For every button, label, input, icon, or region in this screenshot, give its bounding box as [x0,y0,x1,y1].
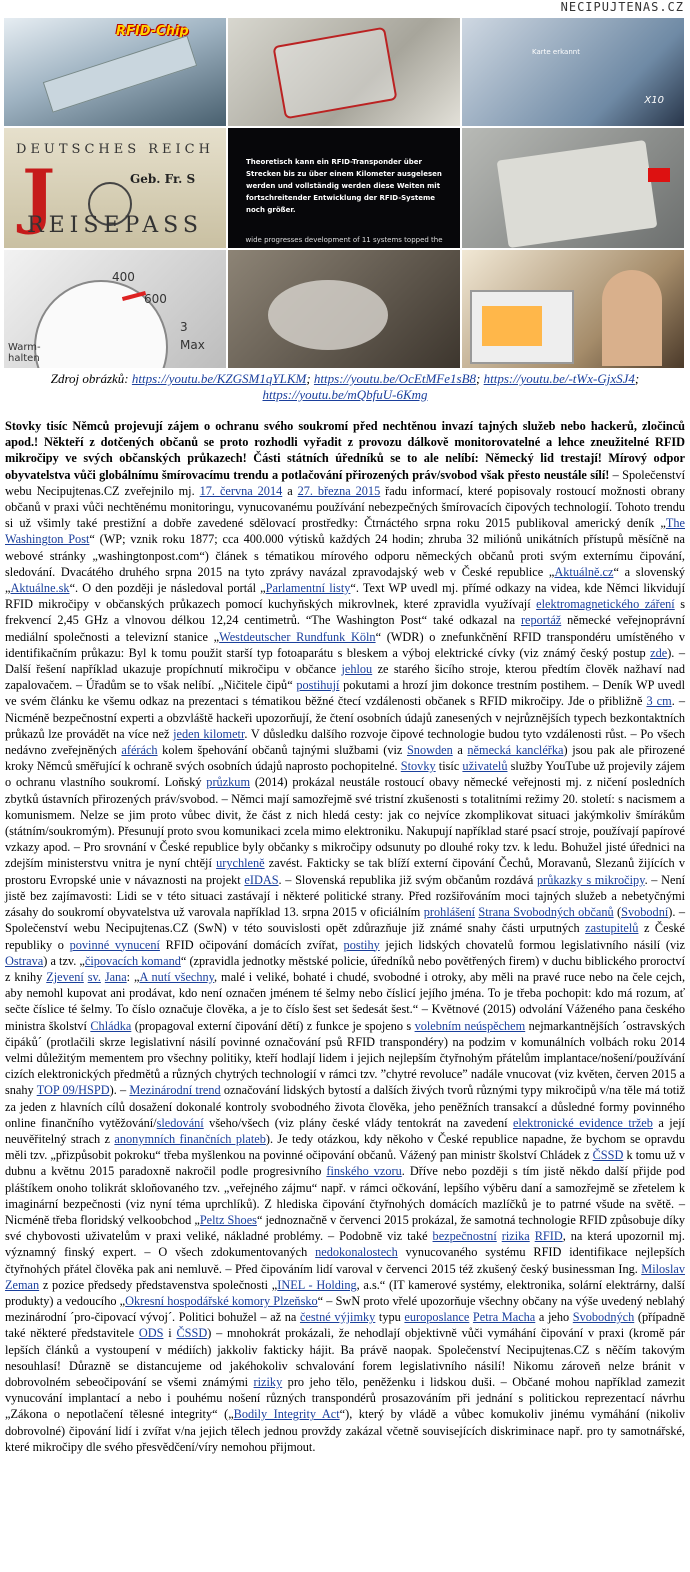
article-link[interactable]: sledování [156,1115,204,1130]
article-text: ( [613,905,622,920]
article-text: a [282,483,298,498]
article-link[interactable]: Svobodných [572,1310,635,1325]
article-text: a jeho [535,1310,573,1325]
source-link[interactable]: https://youtu.be/OcEtMFe1sB8 [313,371,477,386]
image-source-caption: Zdroj obrázků: https://youtu.be/KZGSM1qYLKM; https://youtu.be/OcEtMFe1sB8; https://youtu.be/-tWx-GjxSJ4; https://youtu.be/mQbfuU-6Kmg [50,371,640,402]
image-collage [4,18,684,368]
article-link[interactable]: INEL - Holding [277,1277,357,1292]
article-text: “), který by vládě a vůbec komukoliv jinému vymáhání (nikoliv dobrovolné) čipování lidí i zvířat v/na jejich tělech jednou provždy zakázal včetně souvisejících diskriminace např. pro ty samotnářské, které mikročipy dle svého přesvědčení/víry nemohou přijmout. [5,1407,685,1454]
article-text: , a.s.“ (IT kamerové systémy, elektronika, solární elektrárny, další produkty) a vedoucího „ [5,1277,685,1308]
id-card-terminal-image [462,18,684,126]
article-link[interactable]: Okresní hospodářské komory Plzeňsko [125,1293,318,1308]
dial-number: 400 [112,270,135,284]
article-link[interactable]: rizika [501,1229,530,1244]
news-text: Theoretisch kann ein RFID-Transponder über Strecken bis zu über einem Kilometer ausgelesen werden und vollständig werden diese Weiten mit fortschreitender Entwicklung der RFID-Systeme noch größer. [246,158,442,214]
article-text: zavést. Fakticky se tak blíží externí čipování Čechů, Moravanů, Slezanů žijících v prostoru Evropské unie v návaznosti na projekt [5,856,685,887]
dial-number: Max [180,338,205,352]
article-link[interactable]: Jana [104,969,127,984]
article-link[interactable]: zastupitelů [585,921,639,936]
article-text: a její neuvěřitelný strach z [5,1115,685,1146]
article-link[interactable]: Petra Macha [472,1310,536,1325]
article-text: pokutami a hrozí jim dokonce trestním postihem. – Deník WP uvedl ve svém článku ke všemu odkaz na prezentaci s tématikou běžné čtecí vzdálenosti občanek s RFID mikročipy. Jde o přibližně [5,678,685,709]
article-link[interactable]: europoslance [404,1310,470,1325]
source-link[interactable]: https://youtu.be/mQbfuU-6Kmg [262,387,428,402]
article-link[interactable]: 17. června 2014 [199,483,283,498]
article-text: ) a tzv. „ [43,953,85,968]
id-card-closeup-image [462,128,684,248]
article-text: “ (WDR) o znefunkčnění RFID transpondéru umístěného v identifikačním průkazu: Byl k tomu použit starší typ fotoaparátu s bleskem a výboj elektrické cívky (viz známý český postup [5,629,686,660]
article-text: s frekvencí 2,45 GHz a vlnovou délkou 12,24 centimetrů. “The Washington Post“ také odkazal na [5,597,685,628]
article-link[interactable]: Strana Svobodných občanů [478,905,614,920]
article-link[interactable]: aférách [121,743,158,758]
article-text: označování lidských bytostí a dalších živých tvorů různými typy mikročipů v/na těle má totiž za jeden z hlavních cílů dosažení dokonalé kontroly svobodného života člověka, jeho peněžních transakcí a důsledné formy povinného online finančního vytěžování/ [5,1083,686,1130]
article-text: typu [375,1310,405,1325]
article-link[interactable]: 3 cm [646,694,672,709]
article-link[interactable]: Aktuálně.cz [554,564,614,579]
article-link[interactable]: průkazky s mikročipy [536,872,645,887]
article-text: . – Není jistě bez zajímavosti: Lidi se v této situaci zastávají i některé politické strany. Před rozšiřováním moci tajných služeb a nebetyčnými zásahy do soukromí obyvatelstva už varovala například 13. srpna 2015 v oficiálním [5,872,686,920]
article-link[interactable]: riziky [253,1374,283,1389]
microwave-hand-image [228,250,460,368]
article-text: , na která upozornil mj. významný finský expert. – O všech zdokumentovaných [5,1229,686,1260]
article-link[interactable]: Miloslav Zeman [5,1261,685,1292]
article-text: z pozice předsedy představenstva společnosti „ [39,1277,278,1292]
article-link[interactable]: eIDAS [244,872,279,887]
article-link[interactable]: 27. března 2015 [297,483,381,498]
article-link[interactable]: Westdeutscher Rundfunk Köln [219,629,376,644]
article-text: RFID očipování domácích zvířat, [159,937,344,952]
article-link[interactable]: Parlamentní listy [265,581,351,596]
article-text: ) – mnohokrát prokázali, že nehodlají objektivně vůči vymáhání čipování v praxi (kromě pár lepších článků a vystoupení v médiích) jakkoliv fakticky hájit. Ba právě naopak. Společenství Necipujtenas.CZ s něčím takovým nesouhlasí! Důrazně se distancujeme od jakéhokoliv schvalování forem legislativního násilí! Nikomu zároveň nelze bránit v dobrovolném sebeočipování se všemi známými [5,1326,685,1389]
article-link[interactable]: Snowden [406,743,453,758]
article-paragraph [5,418,685,1455]
article-text: “ – SwN proto vřelé upozorňuje všechny občany na výše uvedený neblahý mezinárodní ´pro-čipovací vývoj´. Politici bohužel – až na [5,1293,686,1325]
article-text: , malé i veliké, bohaté i chudé, svobodné i otroky, aby měli na pravé ruce nebo na čele cejch, aby nemohl kupovat ani prodávat, kdo není označen jménem té šelmy nebo číslicí jejího jména. To je třeba pochopit: kdo má rozum, ať sečte číslice té šelmy. To číslo označuje člověka, a je to číslo šest set šedesát šest.“ – Květnové (2015) odvolání Váženého pana českého ministra školství [5,969,686,1033]
article-link[interactable]: postihují [296,678,340,693]
article-link[interactable]: Zjevení [46,969,84,984]
article-text: nejmarkantnějších ´ostravských čipáků´ (protlačili skrze legislativní násilí povinné označování psů RFID transpondéry) na podzim v komunálních volbách roku 2014 velmi důležitým mementem pro všechny politiky, kteří hodlají lidem i jejich nejlepším čtyřnohým přátelům implantace/nošení/používání cizích elektronických předmětů a různých chytrých technologií v rámci tzv. ”chytré revoluce” nadále vnucovat (viz květen, červen 2015 a snahy [5,1018,685,1098]
article-link[interactable]: jeden kilometr [173,726,245,741]
card-reader-image [228,18,460,126]
article-link[interactable]: reportáž [520,613,562,628]
news-footer: wide progresses development of 11 systems topped the [245,236,443,244]
article-text: . – Slovenská republika již svým občanům rozdává [278,872,537,887]
article-link[interactable]: The Washington Post [5,516,685,547]
article-text: . Dříve nebo později s tím jistě někdo další přijde pod pláštíkem onoho tolikrát skloňovaného tzv. „veřejného zájmu“ např. v rámci očkování, lepšího výběru daní a samozřejmě se zřetelem k imaginární bezpečnosti (viz nyní téma uprchlíků). Z hlediska čipování čtyřnohých domácích mazlíčků je to patrné všude na světě. – Nicméně třeba floridský velkoobchod „ [5,1164,686,1227]
dial-number: 600 [144,292,167,306]
article-link[interactable]: RFID [534,1229,563,1244]
article-link[interactable]: urychleně [216,856,265,871]
article-link[interactable]: Chládka [90,1018,132,1033]
article-text: kolem špehování občanů tajnými službami (viz [157,743,407,758]
article-text: – Společenství webu Necipujtenas.CZ zveřejnilo mj. [5,467,685,498]
source-link[interactable]: https://youtu.be/-tWx-GjxSJ4 [483,371,635,386]
terminal-model-label: X10 [644,95,664,106]
article-text: “ (WP; vznik roku 1877; cca 400.000 výtisků každých 24 hodin; zhruba 32 miliónů unikátních přístupů měsíčně na webové stránky „washingtonpost.com“) článek s tématikou mírového odporu německých občanů proti svým externímu čipování, sledování. Dvacátého druhého srpna 2015 na tyto zprávy navázal zpravodajský web v České republice „ [5,532,685,579]
passport-j-stamp: J [22,154,56,237]
article-link[interactable]: zde [650,645,668,660]
article-link[interactable]: německá kancléřka [467,743,564,758]
article-link[interactable]: volebním neúspěchem [414,1018,526,1033]
site-name: NECIPUJTENAS.CZ [560,0,684,14]
article-link[interactable]: finského vzoru [326,1164,402,1179]
article-text: ). – Společenství webu Necipujtenas.CZ (SwN) v této souvislosti opět zdůrazňuje již známé snahy části urputných [5,905,685,936]
article-link[interactable]: A nutí všechny [139,969,215,984]
article-text: a [452,743,468,758]
article-text: jejich lidských chovatelů formou legislativního násilí (viz [379,937,685,952]
article-link[interactable]: sv. [87,969,101,984]
passport-geb-label: Geb. Fr. S [130,172,196,186]
article-link[interactable]: jehlou [341,662,373,677]
article-text: “ a slovenský „ [5,564,685,596]
article-text: “ (zpravidla jednotky městské policie, úředníků nebo povětřených firem) v duchu biblického proroctví z knihy [5,953,685,984]
article-link[interactable]: elektromagnetického záření [536,597,675,612]
article-text: “. O den později je následoval portál „ [69,581,266,596]
article-link[interactable]: TOP 09/HSPD [36,1083,110,1098]
article-body [5,418,685,1455]
passport-header: DEUTSCHES REICH [16,142,214,157]
article-text: (případně také některé představitele [5,1310,686,1341]
caption-prefix: Zdroj obrázků: [50,371,132,386]
article-link[interactable]: bezpečnostní [432,1229,497,1244]
article-link[interactable]: uživatelů [462,759,508,774]
article-text: ). Je tedy otázkou, kdy někoho v České republice napadne, že bychom se opravdu měli tzv. „přizpůsobit pokroku“ třeba myšlenkou na povinné očipování občanů. Vážený pan ministr školství Chládek z [5,1131,685,1163]
article-text: služby YouTube už projevily zájem o ochranu vlastního soukromí. Loňský [5,759,685,790]
article-link[interactable]: čestné výjimky [299,1310,376,1325]
article-link[interactable]: ODS [138,1326,164,1341]
article-link[interactable]: povinné vynucení [69,937,160,952]
reisepass-image [4,128,226,248]
article-text: (2014) prokázal neustále rostoucí obavy německé veřejnosti mj. z ničení posledních zbytků ústavních přirozených práv/svobod. – Němci mají samozřejmě své tristní zkušenosti s totalitními režimy 20. století: s nacismem a komunismem. Nelze se jim proto vůbec divit, že část z nich hledá cesty: jak co nejvíce zkomplikovat situaci jakýmkoliv šmírákům (státním/soukromým). Přesunují proto svou komunikaci zcela mimo elektroniku. Nakupují například staré psací stroje, používají papírové vzkazy apod. – Pro srovnání v České republice byly občanky s mikročipy odsunuty po dlouhé roky tzv. k ledu. Bohužel jisté úřednici na zdejším ministerstvu vnitra je nyní chtějí [5,775,685,871]
article-link[interactable]: ČSSD [592,1148,624,1163]
article-link[interactable]: průzkum [206,775,251,790]
article-text: “ jednoznačně v červenci 2015 prokázal, že samotná technologie RFID způsobuje díky své chybovosti uživatelům v praxi veliké, nákladné problémy. – Podobně viz také [5,1212,685,1244]
dial-number: Warm-halten [8,342,41,364]
article-text: německé veřejnoprávní mediální společnosti a televizní stanice „ [5,613,685,644]
article-text: . – Nicméně bezpečnostní experti a obzvláště hackeři upozorňují, že čtení osobních údajů zanesených v nejrůznějších typech bezkontaktních průkazů lze provádět na více než [5,694,685,741]
article-link[interactable]: postihy [343,937,380,952]
article-text: řadu informací, které popisovaly rostoucí možnosti obrany občanů v praxi vůči nechtěnému monitoringu, vynucovanému používání nebezpečných šmírovacích čipových technologií. Tohoto trendu si už všimly také prestižní a dobře zavedené sdělovací prostředky: Čtrnáctého srpna roku 2015 publikoval americký deník „ [5,483,685,531]
rfid-chip-image [4,18,226,126]
article-link[interactable]: Stovky [400,759,436,774]
rfid-chip-label: RFID-Chip [116,24,189,39]
article-text: ). – Další řešení například ukazuje propíchnutí mikročipu v občance [5,645,685,677]
article-text: pro jeho tělo, peněženku i lidskou duši. – Občané mohou například zamezit vynucování implantací a nebo i pouhému nošení různých transpondérů prosazováním při jednání s politickou reprezentací návrhu „Zákona o nepotlačení tělesné integrity“ („ [5,1374,685,1422]
article-text: . V důsledku dalšího rozvoje čipové technologie budou tyto vzdálenosti růst. – Po všech nedávno zveřejněných [5,726,685,758]
microwave-dial-image [4,250,226,368]
man-with-microwave-image [462,250,684,368]
article-text: ze starého šicího stroje, kterou předtím člověk nažhaví nad zapalovačem. – Úřadům se to však nelíbí. „Ničitele čipů“ [5,662,685,693]
article-text: ) jsou pak ale přirozené kroky Němců směřující k ochraně svých osobních údajů naprosto pochopitelné. [5,743,686,774]
article-link[interactable]: Peltz Shoes [199,1212,257,1227]
article-text: k tomu už v dubnu a květnu 2015 paradoxně nakročil podle progresivního [5,1148,685,1179]
article-text: i [163,1326,177,1341]
passport-footer: REISEPASS [27,213,203,238]
article-link[interactable]: prohlášení [423,905,476,920]
dial-number: 3 [180,320,188,334]
article-link[interactable]: čipovacích komand [84,953,181,968]
article-text: tisíc [435,759,463,774]
article-text: “. Text WP uvedl mj. přímé odkazy na videa, kde Němci likvidují RFID mikročipy v občanských průkazech pomocí kuchyňských mikrovlnek, které zpravidla využívají [5,581,685,612]
article-link[interactable]: elektronické evidence tržeb [512,1115,653,1130]
article-text: z České republiky o [5,921,685,952]
article-link[interactable]: Bodily Integrity Act [233,1407,340,1422]
article-link[interactable]: Aktuálne.sk [10,581,70,596]
article-text: ). – [109,1083,130,1098]
article-link[interactable]: Mezinárodní trend [129,1083,221,1098]
article-text: všeho/všech (viz plány české vlády tentokrát na zavedení [203,1115,513,1130]
article-link[interactable]: nedokonalostech [315,1245,398,1260]
article-text: vynucovaného systému RFID identifikace nejlepších čtyřnohých přátel člověka pak ani nemluvě. – Před čipováním lidí varoval v červenci 2015 též zkušený český businessman Ing. [5,1245,686,1276]
source-link[interactable]: https://youtu.be/KZGSM1qYLKM [131,371,307,386]
news-screen-image [228,128,460,248]
article-link[interactable]: Svobodní [621,905,669,920]
article-text: (propagoval externí čipování dětí) z funkce je spojeno s [131,1018,415,1033]
card-recognized-label: Karte erkannt [532,48,580,56]
article-link[interactable]: Ostrava [5,953,44,968]
article-lead: Stovky tisíc Němců projevují zájem o ochranu svého soukromí před nechtěnou invazí tajných služeb nebo hackerů, zločinců apod.! Někteří z dotčených občanů se proto rozhodli vyřadit z provozu dálkově monitorovatelné a lehce zneužitelné RFID mikročipy ve svých občanských průkazech! Části státních úředníků se to ale nelíbí: Německý lid trestají! Mírový odpor obyvatelstva vůči globálnímu šmírovacímu trendu a potlačování přirozených práv/svobod však přesto neustále sílí! [5,419,685,482]
article-link[interactable]: ČSSD [176,1326,208,1341]
article-text: : „ [126,969,140,984]
article-link[interactable]: anonymních finančních plateb [114,1131,266,1146]
